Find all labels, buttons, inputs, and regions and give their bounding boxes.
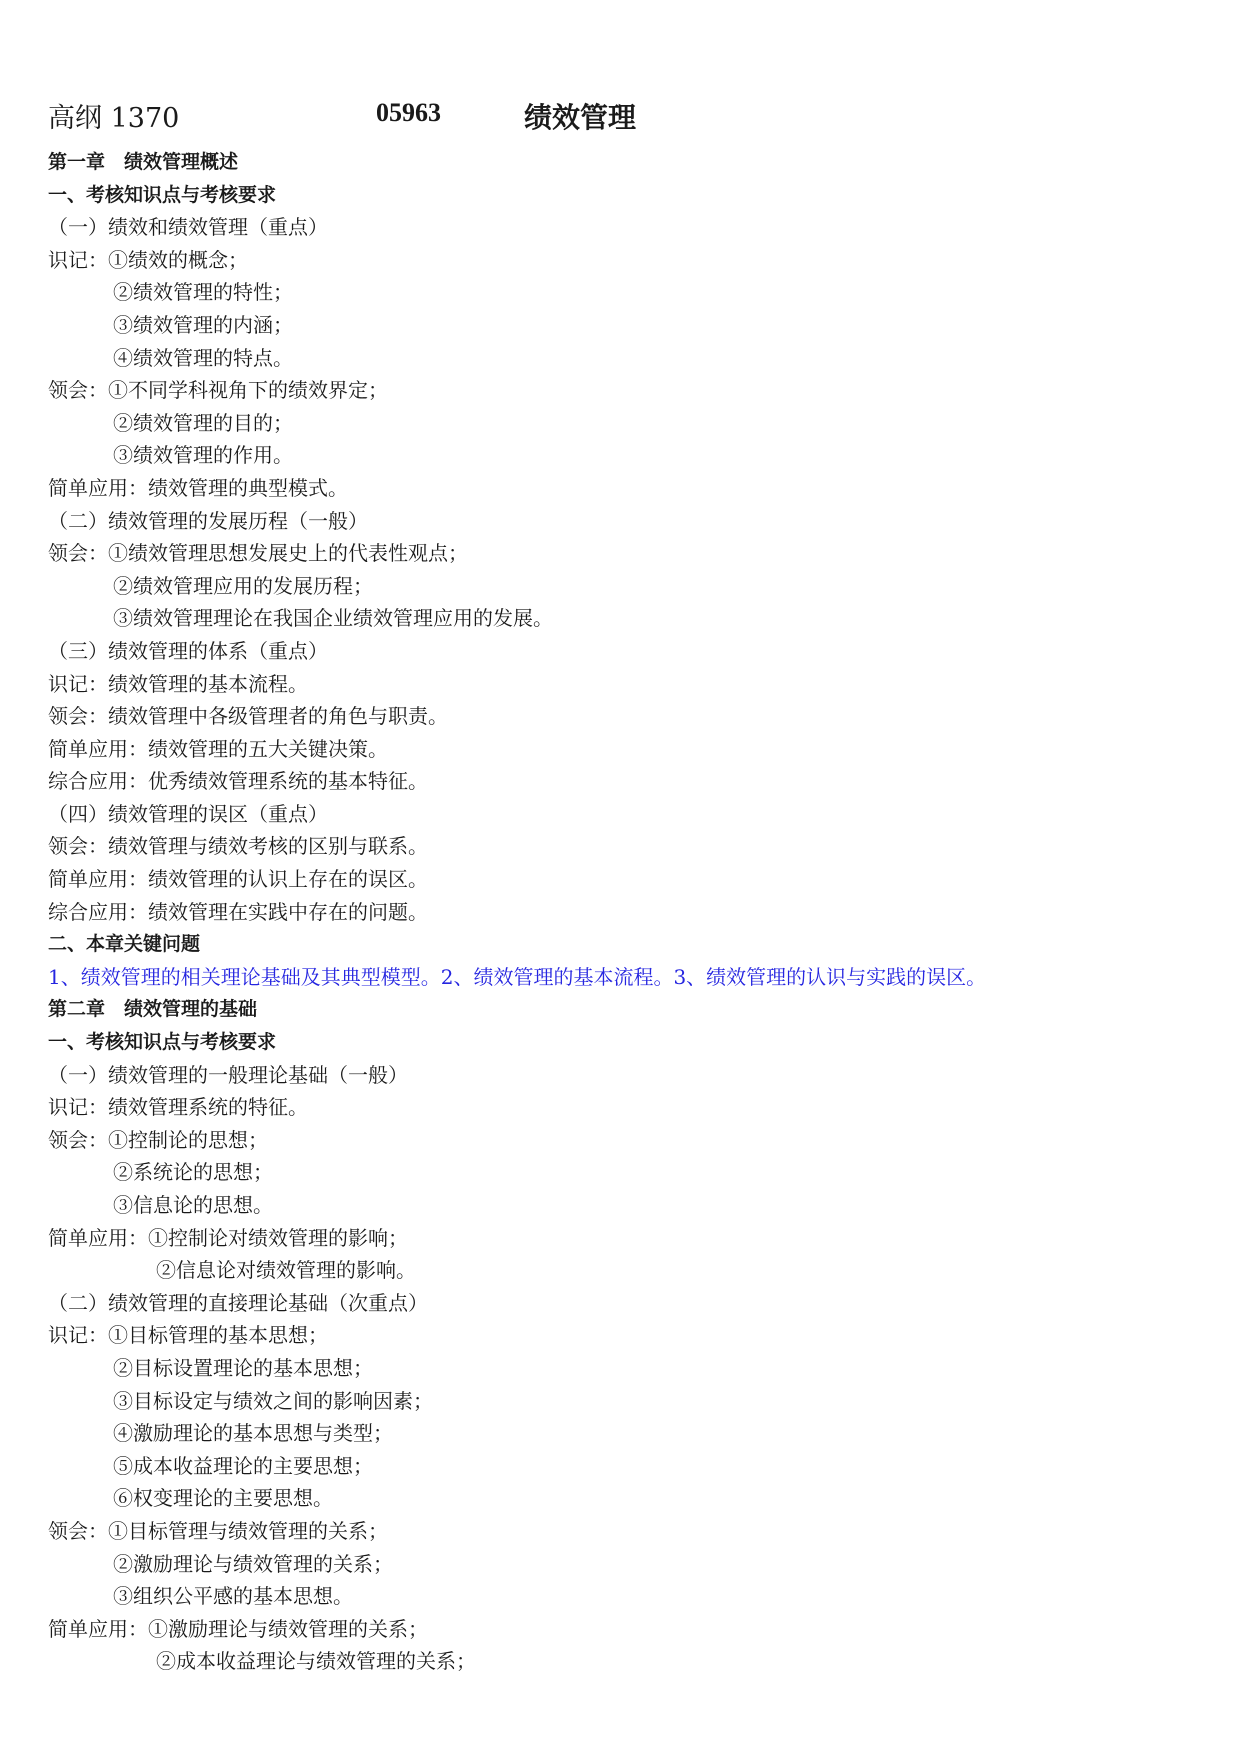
text-line: 综合应用：优秀绩效管理系统的基本特征。 bbox=[48, 769, 428, 794]
text-line: 识记：绩效管理系统的特征。 bbox=[48, 1095, 308, 1120]
text-line: （一）绩效管理的一般理论基础（一般） bbox=[48, 1062, 408, 1087]
document-header bbox=[48, 96, 1198, 136]
text-line: 识记：绩效管理的基本流程。 bbox=[48, 671, 308, 696]
text-line: 简单应用：①激励理论与绩效管理的关系； bbox=[48, 1616, 428, 1641]
course-code: 05963 bbox=[376, 98, 441, 127]
key-questions-text: 1、绩效管理的相关理论基础及其典型模型。2、绩效管理的基本流程。3、绩效管理的认识与实践的误区。 bbox=[48, 964, 987, 989]
text-line: ②目标设置理论的基本思想； bbox=[113, 1355, 373, 1380]
text-line: ②激励理论与绩效管理的关系； bbox=[113, 1551, 393, 1576]
text-line: 简单应用：绩效管理的认识上存在的误区。 bbox=[48, 867, 428, 892]
text-line: ②绩效管理应用的发展历程； bbox=[113, 573, 373, 598]
text-line: ②信息论对绩效管理的影响。 bbox=[156, 1258, 416, 1283]
section-heading: 二、本章关键问题 bbox=[48, 933, 201, 956]
text-line: 领会：①不同学科视角下的绩效界定； bbox=[48, 378, 388, 403]
text-line: 领会：①目标管理与绩效管理的关系； bbox=[48, 1518, 388, 1543]
text-line: ④绩效管理的特点。 bbox=[113, 345, 293, 370]
text-line: 简单应用：①控制论对绩效管理的影响； bbox=[48, 1225, 408, 1250]
section-heading: 第二章 绩效管理的基础 bbox=[48, 998, 258, 1021]
text-line: （二）绩效管理的发展历程（一般） bbox=[48, 508, 368, 533]
text-line: ③信息论的思想。 bbox=[113, 1193, 273, 1217]
text-line: （二）绩效管理的直接理论基础（次重点） bbox=[48, 1290, 428, 1315]
text-line: ②绩效管理的目的； bbox=[113, 410, 293, 435]
section-heading: 一、考核知识点与考核要求 bbox=[48, 183, 277, 206]
text-line: ③绩效管理的内涵； bbox=[113, 312, 293, 337]
text-line: （一）绩效和绩效管理（重点） bbox=[48, 215, 328, 240]
text-line: ②成本收益理论与绩效管理的关系； bbox=[156, 1649, 476, 1674]
syllabus-number: 高纲 1370 bbox=[48, 103, 180, 134]
document-body bbox=[48, 146, 1198, 1678]
text-line: ⑥权变理论的主要思想。 bbox=[113, 1486, 333, 1511]
text-line: 识记：①目标管理的基本思想； bbox=[48, 1323, 328, 1348]
text-line: （三）绩效管理的体系（重点） bbox=[48, 638, 328, 663]
text-line: ④激励理论的基本思想与类型； bbox=[113, 1421, 393, 1446]
text-line: ③绩效管理理论在我国企业绩效管理应用的发展。 bbox=[113, 606, 553, 631]
text-line: ③绩效管理的作用。 bbox=[113, 443, 293, 468]
text-line: ②绩效管理的特性； bbox=[113, 280, 293, 305]
text-line: 领会：①控制论的思想； bbox=[48, 1127, 268, 1152]
text-line: ②系统论的思想； bbox=[113, 1160, 273, 1185]
text-line: ③组织公平感的基本思想。 bbox=[113, 1584, 353, 1609]
text-line: ③目标设定与绩效之间的影响因素； bbox=[113, 1388, 433, 1413]
course-title: 绩效管理 bbox=[524, 101, 637, 134]
text-line: 识记：①绩效的概念； bbox=[48, 247, 248, 272]
text-line: 领会：绩效管理与绩效考核的区别与联系。 bbox=[48, 834, 428, 859]
text-line: 综合应用：绩效管理在实践中存在的问题。 bbox=[48, 899, 428, 924]
text-line: 领会：绩效管理中各级管理者的角色与职责。 bbox=[48, 704, 448, 729]
text-line: （四）绩效管理的误区（重点） bbox=[48, 801, 328, 826]
text-line: 简单应用：绩效管理的典型模式。 bbox=[48, 475, 348, 500]
text-line: ⑤成本收益理论的主要思想； bbox=[113, 1453, 373, 1478]
text-line: 领会：①绩效管理思想发展史上的代表性观点； bbox=[48, 541, 468, 566]
section-heading: 第一章 绩效管理概述 bbox=[48, 151, 239, 173]
text-line: 简单应用：绩效管理的五大关键决策。 bbox=[48, 736, 388, 761]
section-heading: 一、考核知识点与考核要求 bbox=[48, 1031, 277, 1054]
